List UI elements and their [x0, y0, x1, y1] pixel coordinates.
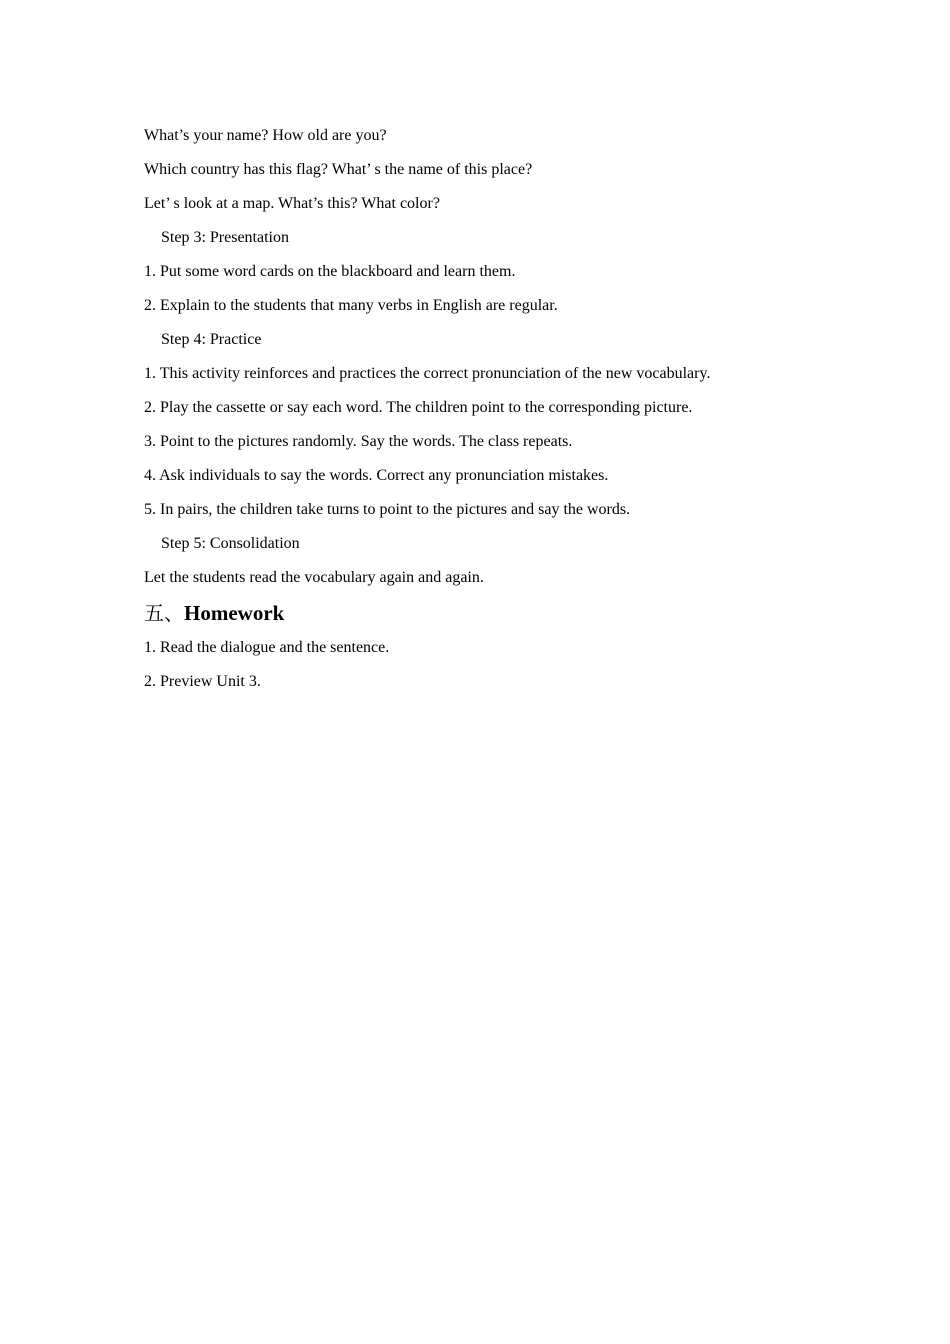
paragraph-line: 5. In pairs, the children take turns to point to the pictures and say the words.	[144, 501, 631, 518]
paragraph-line: 4. Ask individuals to say the words. Correct any pronunciation mistakes.	[144, 467, 609, 484]
step-heading: Step 4: Practice	[161, 331, 262, 348]
section-title: Homework	[184, 601, 285, 625]
paragraph-line: 2. Play the cassette or say each word. The children point to the corresponding picture.	[144, 399, 693, 416]
paragraph-line: 3. Point to the pictures randomly. Say the words. The class repeats.	[144, 433, 573, 450]
lesson-steps-section	[144, 125, 824, 589]
paragraph-line: 1. Put some word cards on the blackboard and learn them.	[144, 263, 516, 280]
paragraph-line: 1. Read the dialogue and the sentence.	[144, 639, 390, 656]
paragraph-line: Which country has this flag? What’ s the name of this place?	[144, 161, 533, 178]
paragraph-line: 2. Preview Unit 3.	[144, 673, 261, 690]
paragraph-line: 1. This activity reinforces and practices the correct pronunciation of the new vocabulary.	[144, 365, 711, 382]
paragraph-line: Let the students read the vocabulary again and again.	[144, 569, 484, 586]
document-body	[144, 125, 824, 705]
section-number: 五、	[144, 601, 184, 625]
homework-heading	[144, 599, 824, 627]
paragraph-line: Let’ s look at a map. What’s this? What color?	[144, 195, 440, 212]
step-heading: Step 3: Presentation	[161, 229, 289, 246]
paragraph-line: What’s your name? How old are you?	[144, 127, 387, 144]
step-heading: Step 5: Consolidation	[161, 535, 300, 552]
homework-section	[144, 637, 824, 693]
paragraph-line: 2. Explain to the students that many verbs in English are regular.	[144, 297, 558, 314]
